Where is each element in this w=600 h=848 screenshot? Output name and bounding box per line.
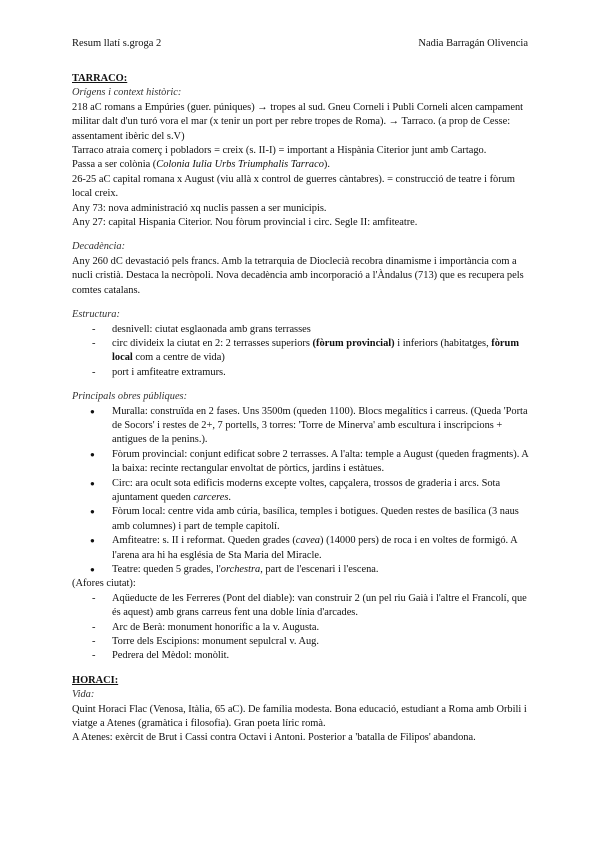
paragraph: A Atenes: exèrcit de Brut i Cassi contra Octavi i Antoni. Posterior a 'batalla de Filipos' abandona.: [72, 732, 476, 744]
list-item: - circ divideix la ciutat en 2: 2 terrasses superiors (fòrum provincial) i inferiors (habitatges, fòrum local com a centre de vida): [72, 337, 532, 366]
structure-list: [72, 323, 532, 381]
paragraph: Quint Horaci Flac (Venosa, Itàlia, 65 aC). De família modesta. Bona educació, estudiant a Roma amb Orbili i viatge a Atenes (gramàtica i filosofia). Gran poeta líric romà.: [72, 703, 527, 730]
list-item: ● Muralla: construïda en 2 fases. Uns 3500m (queden 1100). Blocs megalítics i carreus. (Queda 'Porta de Socors' i restes de 2+, 7 portells, 3 torres: 'Torre de Minerva' amb escultura i inscripcions + antigues de la penins.).: [72, 405, 532, 448]
list-item: - Torre dels Escipions: monument sepulcral v. Aug.: [72, 635, 532, 649]
subheading-decline: Decadència:: [72, 241, 126, 253]
section-title-horaci: HORACI:: [72, 674, 119, 686]
list-item: ● Fòrum local: centre vida amb cúria, basílica, temples i botigues. Queden restes de basílica (3 naus amb columnes) i part de temple capitolí.: [72, 505, 532, 534]
section-title-tarraco: TARRACO:: [72, 73, 128, 84]
subheading-public-works: Principals obres públiques:: [72, 391, 188, 403]
list-item: - Arc de Berà: monument honorífic a la v. Augusta.: [72, 621, 532, 635]
paragraph: Any 260 dC devastació pels francs. Amb la tetrarquia de Dioclecià recobra dinamisme i importància com a nucli cristià. Destaca la necròpoli. Nova decadència amb incorporació a l'Àndalus (713) que es recupera pels comtes catalans.: [72, 255, 524, 296]
outside-city-list: [72, 592, 532, 664]
list-item: ● Circ: ara ocult sota edificis moderns excepte voltes, capçalera, trossos de graderia i arcs. Sota ajuntament queden carceres.: [72, 477, 532, 506]
paragraph: Passa a ser colònia (Colonia Iulia Urbs Triumphalis Tarraco).: [72, 159, 330, 171]
paragraph: Any 73: nova administració xq nuclis passen a ser municipis.: [72, 202, 327, 214]
paragraph: Any 27: capital Hispania Citerior. Nou fòrum provincial i circ. Segle II: amfiteatre.: [72, 217, 418, 229]
list-item: - desnivell: ciutat esglaonada amb grans terrasses: [72, 323, 532, 337]
page-header: [72, 38, 528, 52]
header-title: Resum llatí s.groga 2: [72, 38, 162, 49]
public-works-list: [72, 405, 532, 578]
colony-name: Colonia Iulia Urbs Triumphalis Tarraco: [156, 159, 324, 171]
list-item: ● Amfiteatre: s. II i reformat. Queden grades (cavea) (14000 pers) de roca i en voltes de formigó. A l'arena ara hi ha església de Sta Maria del Miracle.: [72, 534, 532, 563]
subheading-structure: Estructura:: [72, 309, 120, 321]
list-item: - Aqüeducte de les Ferreres (Pont del diable): van construir 2 (un pel riu Gaià i l'altre el Francolí, que és aquest) amb grans carreus fent una doble línia d'arcades.: [72, 592, 532, 621]
document-body: [72, 72, 532, 746]
paragraph: 218 aC romans a Empúries (guer. púniques) → tropes al sud. Gneu Corneli i Publi Corneli alcen campament militar dalt d'un turó vora el mar (x tenir un port per rebre tropes de Roma). → Tarraco. (a prop de Cesse: assentament ibèric del s.V): [72, 101, 524, 142]
paragraph: Tarraco atraia comerç i pobladors = creix (s. II-I) = important a Hispània Citerior junt amb Cartago.: [72, 145, 487, 157]
list-item: ● Teatre: queden 5 grades, l'orchestra, part de l'escenari i l'escena.: [72, 563, 532, 577]
list-item: - Pedrera del Mèdol: monòlit.: [72, 649, 532, 663]
subheading-life: Vida:: [72, 689, 95, 701]
list-item: ● Fòrum provincial: conjunt edificat sobre 2 terrasses. A l'alta: temple a August (queden fragments). A la baixa: recinte rectangular envoltat de pòrtics, jardins i estàtues.: [72, 448, 532, 477]
paragraph: 26-25 aC capital romana x August (viu allà x control de guerres càntabres). = construcció de teatre i fòrum local creix.: [72, 173, 515, 200]
list-item: - port i amfiteatre extramurs.: [72, 366, 532, 380]
outside-city-label: (Afores ciutat):: [72, 578, 136, 590]
header-author: Nadia Barragán Olivencia: [418, 38, 528, 49]
subheading-origins: Orígens i context històric:: [72, 87, 182, 99]
